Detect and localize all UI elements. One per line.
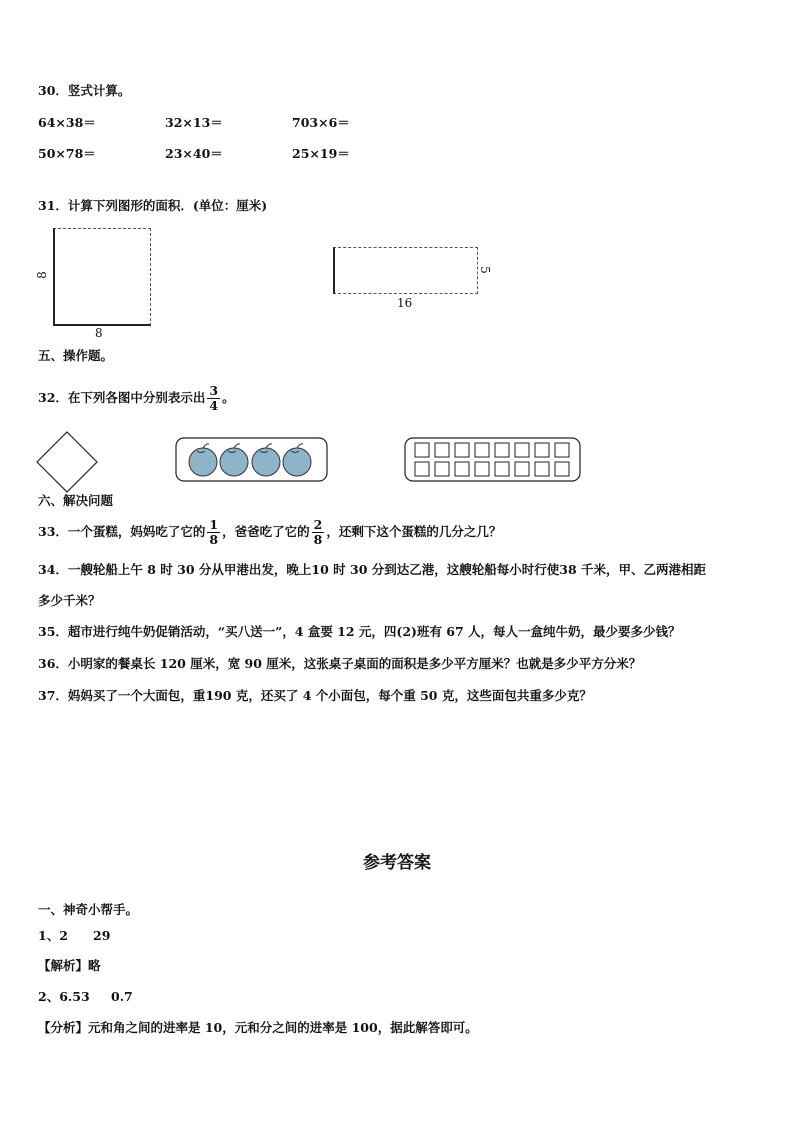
q36-text: 36．小明家的餐桌长 120 厘米，宽 90 厘米，这张桌子桌面的面积是多少平方厘米？也就是多少平方分米？: [38, 656, 642, 671]
square-side-label-left: 8: [34, 271, 49, 279]
q33-question: [38, 514, 501, 550]
answer-1-value: 29: [93, 928, 111, 943]
q34-line1: 34．一艘轮船上午 8 时 30 分从甲港出发，晚上10 时 30 分到达乙港，这艘轮船每小时行使38 千米，甲、乙两港相距: [38, 562, 706, 577]
q33-part1: 33．一个蛋糕，妈妈吃了它的: [38, 524, 206, 539]
apples-figure: [175, 437, 329, 483]
fraction-numerator: 1: [209, 517, 219, 532]
diamond-figure: [35, 430, 99, 494]
q34-line2: 多少千米？: [38, 593, 101, 608]
q32-question: [38, 380, 235, 416]
square-figure: [53, 228, 151, 326]
q31-title: 31．计算下列图形的面积．(单位：厘米): [38, 198, 268, 213]
answer-1-label: 1、2: [38, 928, 68, 943]
q33-part3: ，还剩下这个蛋糕的几分之几？: [326, 524, 502, 539]
q30-expr-1: 64×38＝: [38, 115, 96, 130]
section5-title: 五、操作题。: [38, 348, 114, 363]
fraction-numerator: 2: [313, 517, 323, 532]
answers-title: 参考答案: [363, 853, 431, 873]
fraction-denominator: 8: [209, 532, 219, 547]
q30-expr-3: 703×6＝: [292, 115, 350, 130]
answer-1-analysis: 【解析】略: [38, 958, 101, 973]
rect-side-label-bottom: 16: [397, 296, 413, 310]
answers-section1: 一、神奇小帮手。: [38, 902, 139, 917]
rect-side-label-right: 5: [477, 266, 492, 274]
answer-2-label: 2、6.53: [38, 989, 90, 1004]
fraction-numerator: 3: [209, 383, 219, 398]
fraction-1-8: [207, 518, 220, 547]
section6-title: 六、解决问题: [38, 493, 114, 508]
q30-expr-4: 50×78＝: [38, 146, 96, 161]
square-side-label-bottom: 8: [95, 326, 103, 340]
answer-2-analysis: 【分析】元和角之间的进率是 10，元和分之间的进率是 100，据此解答即可。: [38, 1020, 478, 1035]
fraction-denominator: 8: [313, 532, 323, 547]
q30-expr-6: 25×19＝: [292, 146, 350, 161]
q32-prefix: 32．在下列各图中分别表示出: [38, 390, 206, 405]
fraction-3-4: [207, 384, 220, 413]
fraction-denominator: 4: [209, 398, 219, 413]
q30-expr-2: 32×13＝: [165, 115, 223, 130]
q33-part2: ，爸爸吃了它的: [222, 524, 310, 539]
q30-title: 30．竖式计算。: [38, 83, 131, 98]
q37-text: 37．妈妈买了一个大面包，重190 克，还买了 4 个小面包，每个重 50 克，这些面包共重多少克？: [38, 688, 592, 703]
answer-2-value: 0.7: [111, 989, 133, 1004]
fraction-2-8: [312, 518, 325, 547]
q30-expr-5: 23×40＝: [165, 146, 223, 161]
grid-squares-figure: [404, 437, 582, 483]
q32-suffix: 。: [222, 390, 235, 405]
q35-text: 35．超市进行纯牛奶促销活动，“买八送一”，4 盒要 12 元，四(2)班有 67 人，每人一盒纯牛奶，最少要多少钱？: [38, 624, 681, 639]
rectangle-figure: [333, 247, 478, 294]
